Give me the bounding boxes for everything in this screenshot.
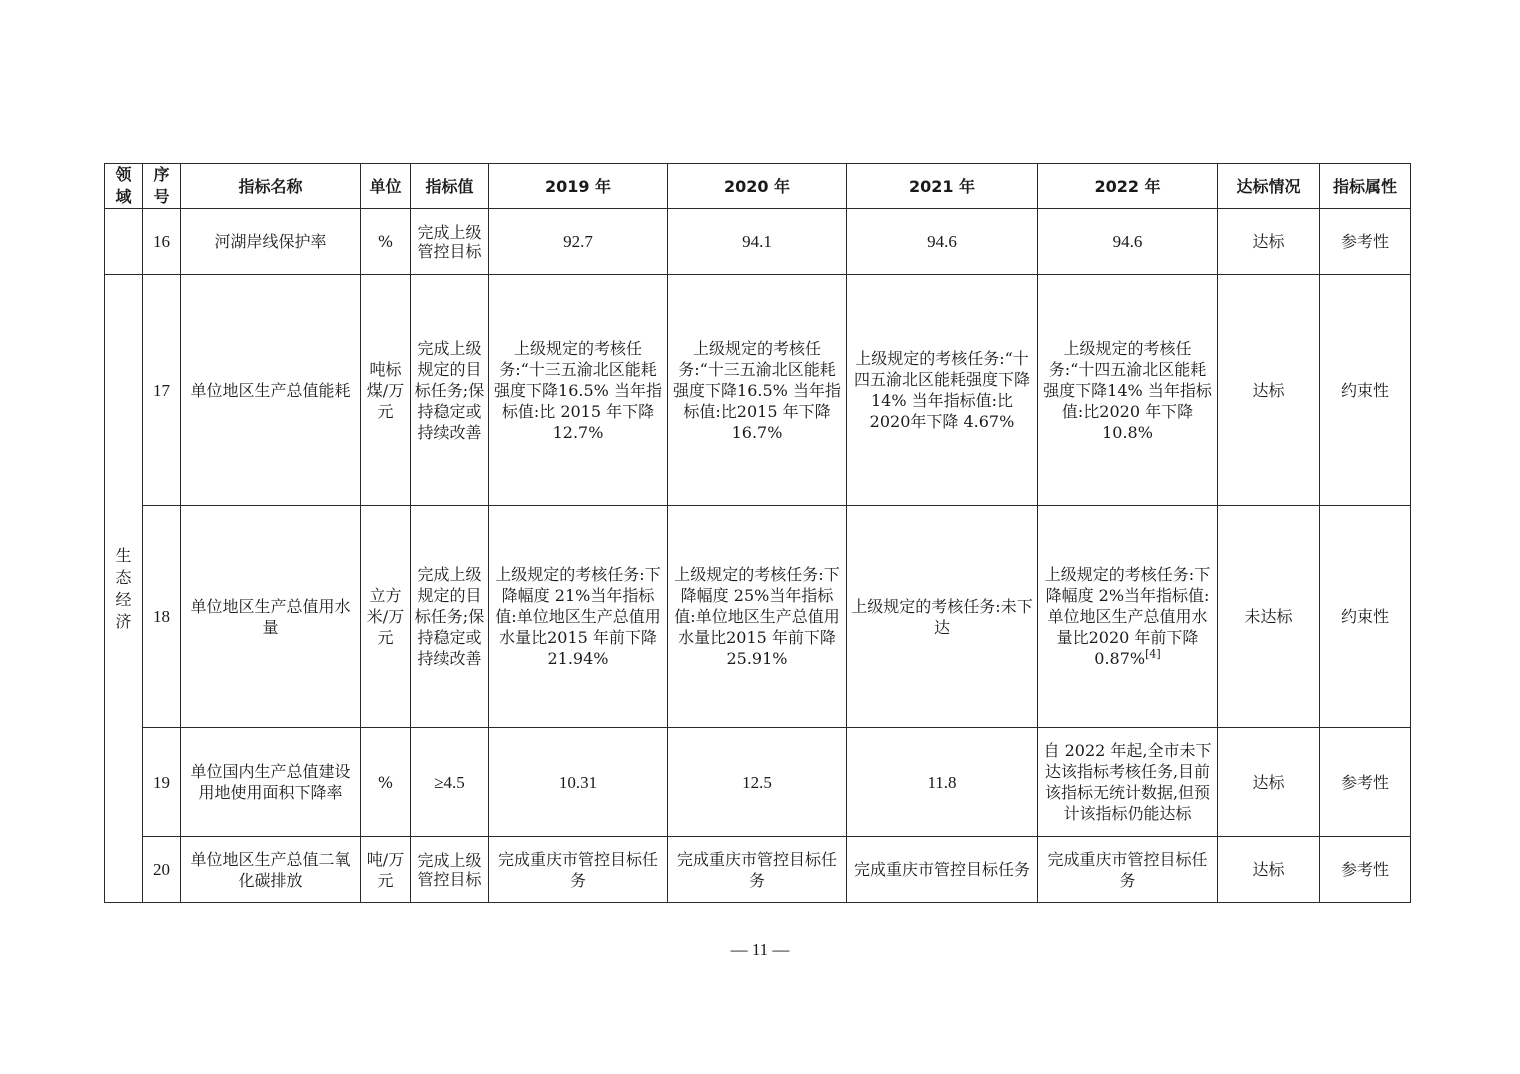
domain-cell: 生 态 经 济 — [105, 275, 143, 903]
value-2019: 上级规定的考核任务:“十三五渝北区能耗强度下降16.5% 当年指标值:比 2015 年下降12.7% — [489, 275, 668, 506]
value-2020: 上级规定的考核任务:“十三五渝北区能耗强度下降16.5% 当年指标值:比2015 年下降 16.7% — [668, 275, 847, 506]
table-row — [105, 209, 1411, 275]
value-2021: 完成重庆市管控目标任务 — [847, 837, 1038, 903]
seq-cell: 17 — [143, 275, 181, 506]
seq-cell: 20 — [143, 837, 181, 903]
value-2022: 94.6 — [1038, 209, 1218, 275]
value-2022: 上级规定的考核任务:下降幅度 2%当年指标值:单位地区生产总值用水量比2020 年前下降0.87%[4] — [1038, 506, 1218, 728]
attr-cell: 参考性 — [1320, 837, 1411, 903]
unit-cell: % — [361, 728, 411, 837]
header-domain: 领 域 — [105, 164, 143, 209]
value-2021: 上级规定的考核任务:“十四五渝北区能耗强度下降14% 当年指标值:比 2020年下降 4.67% — [847, 275, 1038, 506]
value-2021: 94.6 — [847, 209, 1038, 275]
table-row — [105, 275, 1411, 506]
target-cell: 完成上级规定的目标任务;保持稳定或持续改善 — [411, 506, 489, 728]
target-cell: 完成上级规定的目标任务;保持稳定或持续改善 — [411, 275, 489, 506]
header-unit: 单位 — [361, 164, 411, 209]
value-2021: 上级规定的考核任务:未下达 — [847, 506, 1038, 728]
domain-cell-empty — [105, 209, 143, 275]
value-2019: 92.7 — [489, 209, 668, 275]
table-row — [105, 728, 1411, 837]
header-target: 指标值 — [411, 164, 489, 209]
indicator-name: 单位国内生产总值建设用地使用面积下降率 — [181, 728, 361, 837]
status-cell: 达标 — [1218, 275, 1320, 506]
attr-cell: 参考性 — [1320, 209, 1411, 275]
header-2021: 2021 年 — [847, 164, 1038, 209]
value-2020: 94.1 — [668, 209, 847, 275]
unit-cell: 吨/万元 — [361, 837, 411, 903]
value-2021: 11.8 — [847, 728, 1038, 837]
header-2020: 2020 年 — [668, 164, 847, 209]
indicator-name: 单位地区生产总值能耗 — [181, 275, 361, 506]
header-attr: 指标属性 — [1320, 164, 1411, 209]
header-name: 指标名称 — [181, 164, 361, 209]
value-2019: 10.31 — [489, 728, 668, 837]
status-cell: 达标 — [1218, 837, 1320, 903]
value-2020: 上级规定的考核任务:下降幅度 25%当年指标值:单位地区生产总值用水量比2015 年前下降25.91% — [668, 506, 847, 728]
attr-cell: 参考性 — [1320, 728, 1411, 837]
footnote-ref: [4] — [1145, 647, 1161, 661]
target-cell: ≥4.5 — [411, 728, 489, 837]
unit-cell: 立方米/万元 — [361, 506, 411, 728]
indicator-name: 单位地区生产总值用水量 — [181, 506, 361, 728]
indicator-name: 河湖岸线保护率 — [181, 209, 361, 275]
target-cell: 完成上级管控目标 — [411, 837, 489, 903]
header-2019: 2019 年 — [489, 164, 668, 209]
attr-cell: 约束性 — [1320, 506, 1411, 728]
attr-cell: 约束性 — [1320, 275, 1411, 506]
page-number: — 11 — — [730, 940, 790, 959]
unit-cell: % — [361, 209, 411, 275]
seq-cell: 19 — [143, 728, 181, 837]
unit-cell: 吨标煤/万元 — [361, 275, 411, 506]
seq-cell: 18 — [143, 506, 181, 728]
header-row — [105, 164, 1411, 209]
value-2022: 完成重庆市管控目标任务 — [1038, 837, 1218, 903]
status-cell: 达标 — [1218, 209, 1320, 275]
table-row — [105, 506, 1411, 728]
value-2020: 12.5 — [668, 728, 847, 837]
value-2020: 完成重庆市管控目标任务 — [668, 837, 847, 903]
indicator-name: 单位地区生产总值二氧化碳排放 — [181, 837, 361, 903]
indicator-table — [104, 163, 1411, 903]
target-cell: 完成上级管控目标 — [411, 209, 489, 275]
table-row — [105, 837, 1411, 903]
header-2022: 2022 年 — [1038, 164, 1218, 209]
seq-cell: 16 — [143, 209, 181, 275]
value-2019: 完成重庆市管控目标任务 — [489, 837, 668, 903]
status-cell: 未达标 — [1218, 506, 1320, 728]
value-2022: 上级规定的考核任务:“十四五渝北区能耗强度下降14% 当年指标值:比2020 年下降 10.8% — [1038, 275, 1218, 506]
value-2019: 上级规定的考核任务:下降幅度 21%当年指标值:单位地区生产总值用水量比2015 年前下降21.94% — [489, 506, 668, 728]
status-cell: 达标 — [1218, 728, 1320, 837]
header-status: 达标情况 — [1218, 164, 1320, 209]
header-seq: 序 号 — [143, 164, 181, 209]
value-2022: 自 2022 年起,全市未下达该指标考核任务,目前该指标无统计数据,但预计该指标仍能达标 — [1038, 728, 1218, 837]
